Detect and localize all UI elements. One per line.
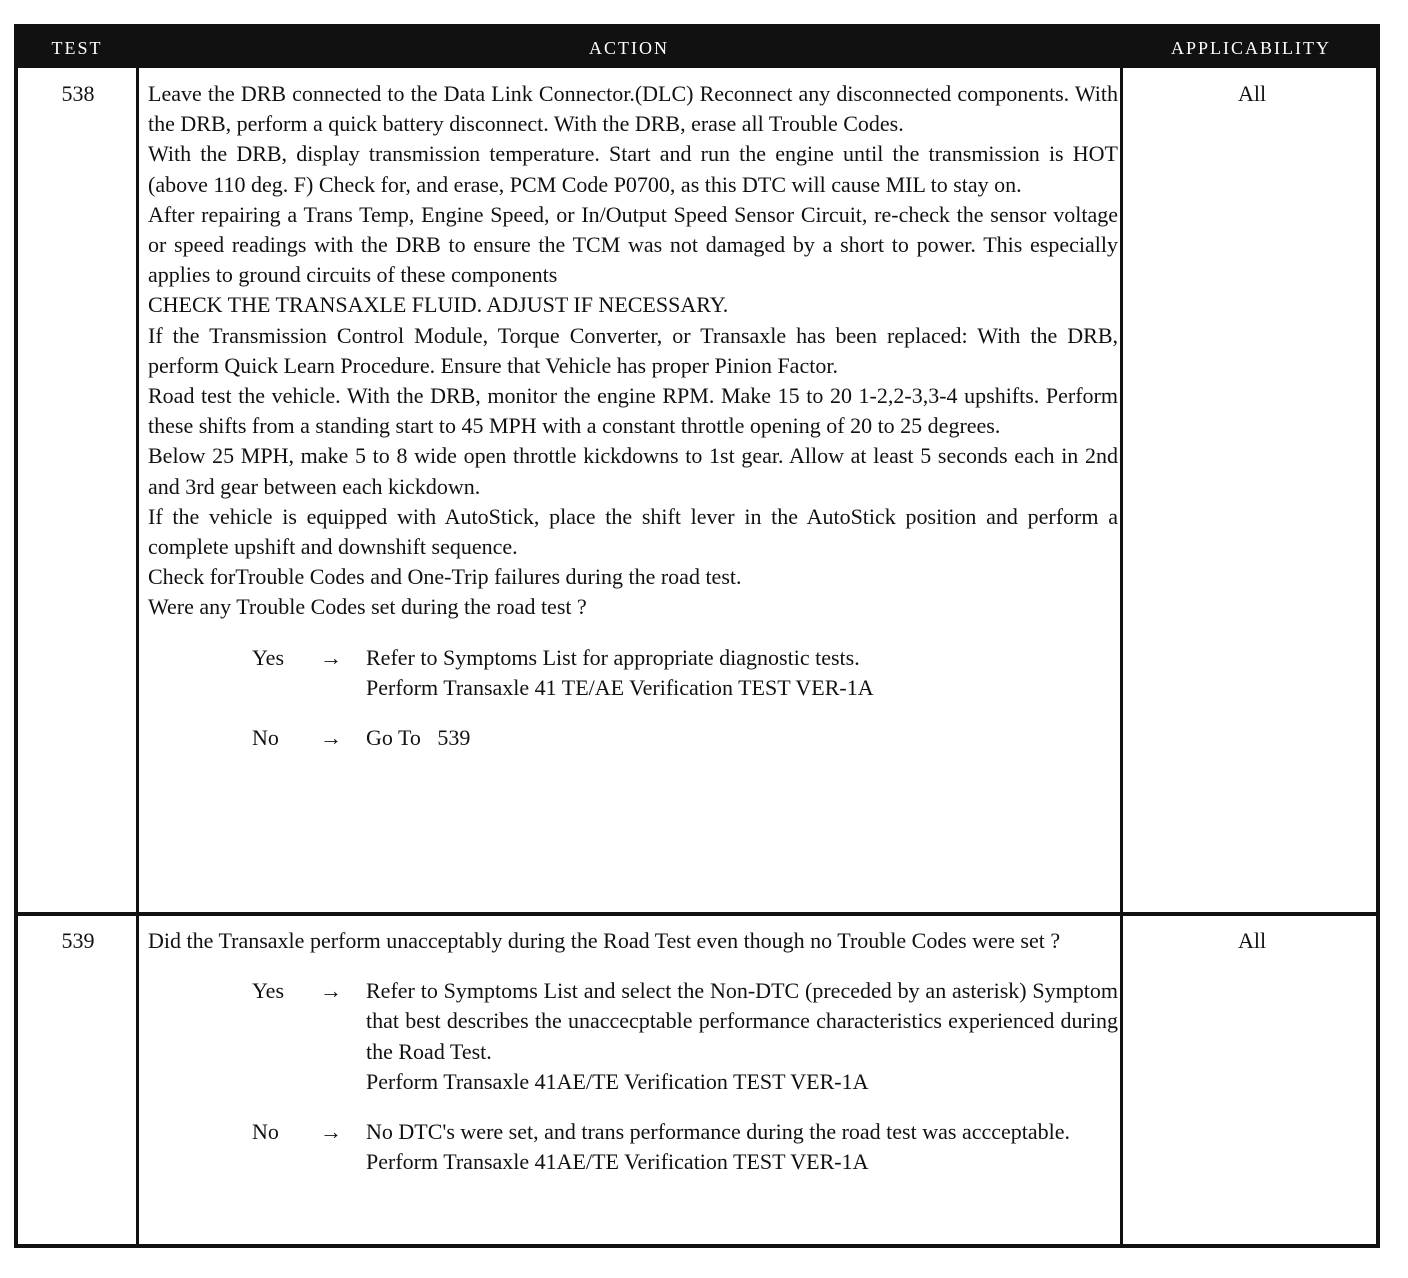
yes-branch-538 [148, 643, 1118, 703]
action-paragraph: If the Transmission Control Module, Torque Converter, or Transaxle has been replaced: With the DRB, perform Quick Learn Procedure. Ensure that Vehicle has proper Pinion Factor. [148, 322, 1118, 378]
arrow-right-icon: → [320, 725, 342, 751]
action-cell-539 [148, 926, 1118, 1177]
yes-result-line: Refer to Symptoms List for appropriate diagnostic tests. [366, 644, 860, 670]
action-paragraph: Check forTrouble Codes and One-Trip failures during the road test. [148, 564, 742, 590]
test-number-539: 539 [61, 928, 95, 953]
column-divider-action [1120, 68, 1123, 1244]
no-label: No [252, 725, 279, 751]
test-number-538: 538 [61, 81, 95, 106]
header-applicability: APPLICABILITY [1171, 38, 1331, 58]
yes-branch-539 [148, 976, 1118, 1097]
action-paragraph: If the vehicle is equipped with AutoStick, place the shift lever in the AutoStick position and perform a complete upshift and downshift sequence. [148, 503, 1118, 560]
applicability-538: All [1237, 81, 1267, 106]
yes-label: Yes [252, 978, 285, 1004]
applicability-539: All [1237, 928, 1267, 953]
no-result-line: No DTC's were set, and trans performance during the road test was accceptable. [366, 1119, 1071, 1145]
action-paragraph: CHECK THE TRANSAXLE FLUID. ADJUST IF NECESSARY. [148, 292, 729, 318]
action-paragraph: After repairing a Trans Temp, Engine Speed, or In/Output Speed Sensor Circuit, re-check the sensor voltage or speed readings with the DRB to ensure the TCM was not damaged by a short to power. This especially applies to ground circuits of these components [148, 201, 1118, 288]
no-result-line: Perform Transaxle 41AE/TE Verification TEST VER-1A [366, 1149, 869, 1175]
header-action: ACTION [589, 38, 669, 58]
diagnostic-test-table [14, 24, 1380, 1248]
yes-result-line: Perform Transaxle 41 TE/AE Verification TEST VER-1A [366, 674, 874, 700]
action-paragraph: Below 25 MPH, make 5 to 8 wide open throttle kickdowns to 1st gear. Allow at least 5 seconds each in 2nd and 3rd gear between each kickdown. [148, 443, 1118, 499]
no-branch-539 [148, 1117, 1118, 1177]
yes-label: Yes [252, 644, 285, 670]
no-result-line: Go To 539 [366, 725, 471, 751]
action-paragraph: Did the Transaxle perform unacceptably during the Road Test even though no Trouble Codes were set ? [148, 928, 1061, 953]
table-header [18, 28, 1376, 68]
no-branch-538 [148, 723, 1118, 753]
action-paragraph: With the DRB, display transmission temperature. Start and run the engine until the transmission is HOT (above 110 deg. F) Check for, and erase, PCM Code P0700, as this DTC will cause MIL to stay on. [148, 141, 1118, 197]
no-label: No [252, 1119, 279, 1145]
yes-result-line: Refer to Symptoms List and select the Non-DTC (preceded by an asterisk) Symptom that best describes the unaccecptable performance characteristics experienced during the Road Test. [366, 978, 1118, 1064]
column-divider-test [136, 68, 139, 1244]
arrow-right-icon: → [320, 644, 342, 670]
header-test: TEST [51, 38, 103, 58]
action-paragraph: Leave the DRB connected to the Data Link Connector.(DLC) Reconnect any disconnected components. With the DRB, perform a quick battery disconnect. With the DRB, erase all Trouble Codes. [148, 81, 1118, 137]
yes-result-line: Perform Transaxle 41AE/TE Verification TEST VER-1A [366, 1068, 869, 1094]
action-paragraph: Road test the vehicle. With the DRB, monitor the engine RPM. Make 15 to 20 1-2,2-3,3-4 upshifts. Perform these shifts from a standing start to 45 MPH with a constant throttle opening of 20 to 25 degrees. [148, 383, 1118, 439]
arrow-right-icon: → [320, 1119, 342, 1145]
arrow-right-icon: → [320, 978, 342, 1004]
action-cell-538 [148, 79, 1118, 753]
action-paragraph: Were any Trouble Codes set during the road test ? [148, 594, 587, 620]
row-divider [18, 912, 1376, 916]
